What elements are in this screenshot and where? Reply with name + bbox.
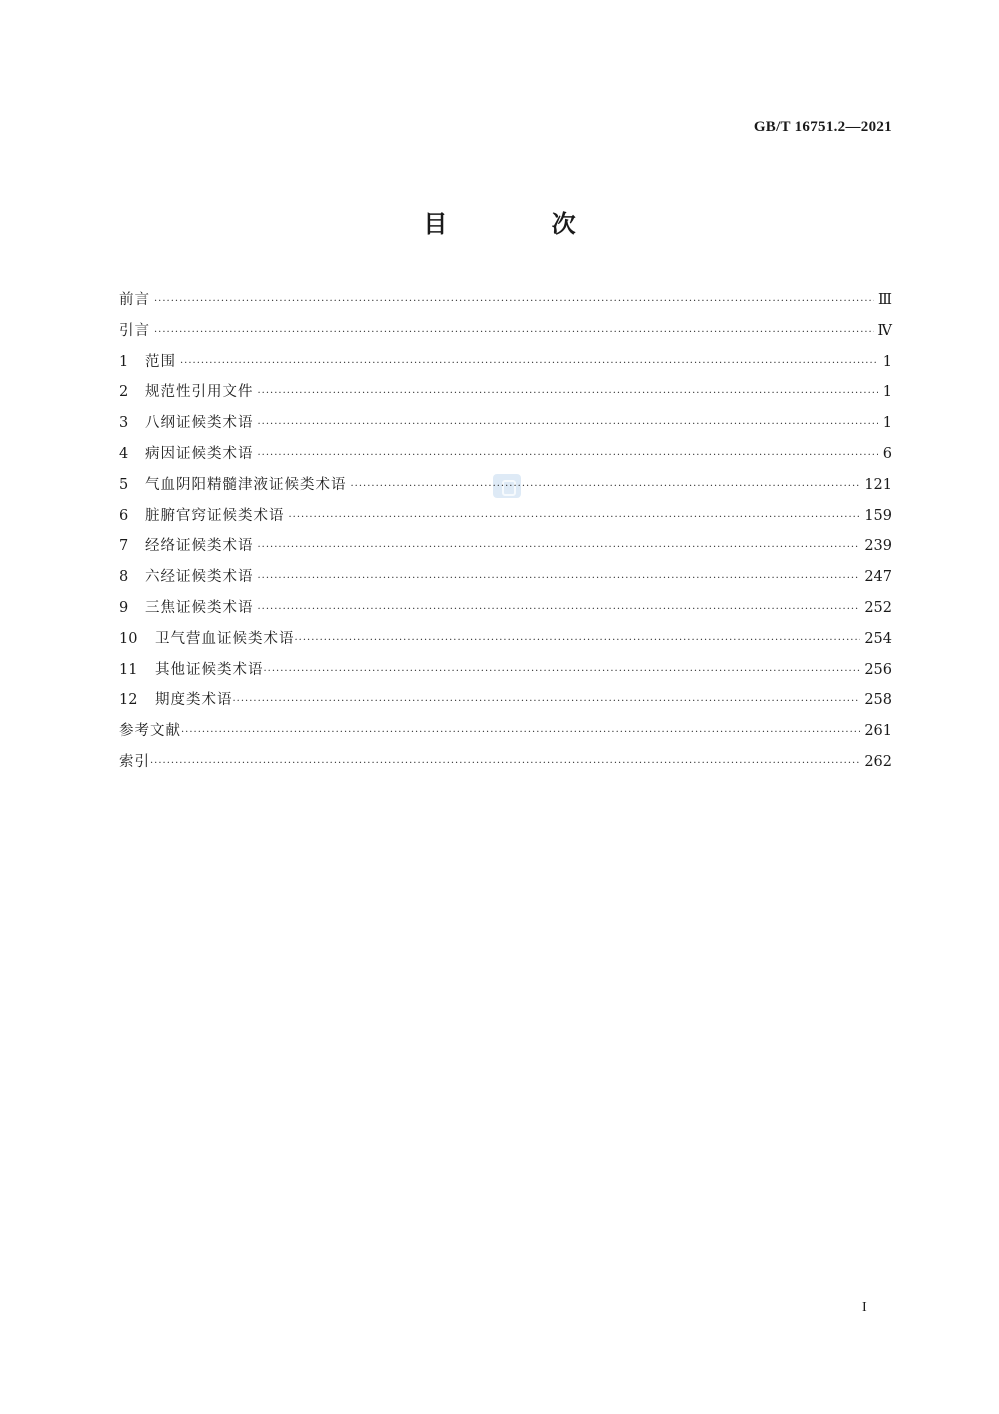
toc-item-number: 11 [119,661,138,678]
toc-item-page: Ⅳ [877,322,892,339]
toc-item-text: 其他证候类术语 [155,661,264,678]
toc-leader-dots [150,749,860,780]
toc-item-11[interactable] [119,655,892,686]
toc-item-7[interactable] [119,531,892,562]
toc-item-foreword[interactable] [119,285,892,316]
toc-leader-dots [258,533,861,564]
toc-item-text: 期度类术语 [155,692,233,709]
table-of-contents [119,285,892,778]
toc-item-6[interactable] [119,501,892,532]
footer-page-number: I [862,1300,867,1315]
toc-item-number: 2 [119,384,129,401]
toc-item-number: 4 [119,445,129,462]
toc-item-page: 121 [864,476,892,493]
toc-item-text: 脏腑官窍证候类术语 [145,507,285,524]
toc-item-text: 气血阴阳精髓津液证候类术语 [145,476,347,493]
toc-item-page: 247 [864,569,892,586]
toc-item-text: 参考文献 [119,723,181,740]
toc-item-page: 258 [864,692,892,709]
toc-item-number: 10 [119,630,138,647]
toc-item-4[interactable] [119,439,892,470]
standard-code: GB/T 16751.2—2021 [753,119,892,135]
toc-item-5[interactable] [119,470,892,501]
toc-item-9[interactable] [119,593,892,624]
toc-item-index[interactable] [119,747,892,778]
toc-item-page: 254 [864,630,892,647]
toc-item-text: 八纲证候类术语 [145,415,254,432]
toc-item-references[interactable] [119,716,892,747]
toc-leader-dots [289,503,861,534]
toc-item-text: 六经证候类术语 [145,569,254,586]
toc-item-number: 3 [119,415,129,432]
toc-item-text: 卫气营血证候类术语 [155,630,295,647]
toc-leader-dots [180,349,878,380]
toc-leader-dots [154,287,874,318]
toc-item-page: 1 [882,384,892,401]
toc-item-12[interactable] [119,685,892,716]
toc-item-text: 病因证候类术语 [145,445,254,462]
toc-item-text: 范围 [145,353,176,370]
toc-leader-dots [258,595,861,626]
toc-item-number: 8 [119,569,129,586]
toc-item-text: 前言 [119,292,150,308]
toc-item-page: 252 [864,599,892,616]
toc-leader-dots [181,718,860,749]
toc-item-number: 5 [119,476,129,493]
toc-item-page: 239 [864,538,892,555]
toc-leader-dots [258,564,861,595]
toc-leader-dots [264,657,861,688]
toc-item-1[interactable] [119,347,892,378]
toc-item-number: 6 [119,507,129,524]
toc-item-page: 1 [882,353,892,370]
toc-leader-dots [295,626,861,657]
toc-item-number: 7 [119,538,129,555]
toc-leader-dots [233,687,861,718]
toc-item-page: 261 [864,723,892,740]
toc-item-8[interactable] [119,562,892,593]
page-title: 目 次 [423,210,624,238]
toc-item-introduction[interactable] [119,316,892,347]
toc-item-number: 12 [119,692,138,709]
toc-item-page: 159 [864,507,892,524]
toc-item-page: 256 [864,661,892,678]
toc-item-number: 9 [119,599,129,616]
toc-item-page: 262 [864,753,892,770]
toc-leader-dots [351,472,861,503]
toc-leader-dots [154,318,874,349]
toc-item-text: 规范性引用文件 [145,384,254,401]
toc-item-text: 经络证候类术语 [145,538,254,555]
toc-item-2[interactable] [119,377,892,408]
toc-item-page: 6 [882,445,892,462]
toc-item-3[interactable] [119,408,892,439]
toc-item-page: 1 [882,415,892,432]
toc-item-10[interactable] [119,624,892,655]
toc-leader-dots [258,379,879,410]
toc-item-text: 索引 [119,753,150,770]
toc-leader-dots [258,441,879,472]
toc-leader-dots [258,410,879,441]
toc-item-number: 1 [119,353,129,370]
toc-item-page: Ⅲ [878,292,892,308]
toc-item-text: 引言 [119,322,150,339]
toc-item-text: 三焦证候类术语 [145,599,254,616]
